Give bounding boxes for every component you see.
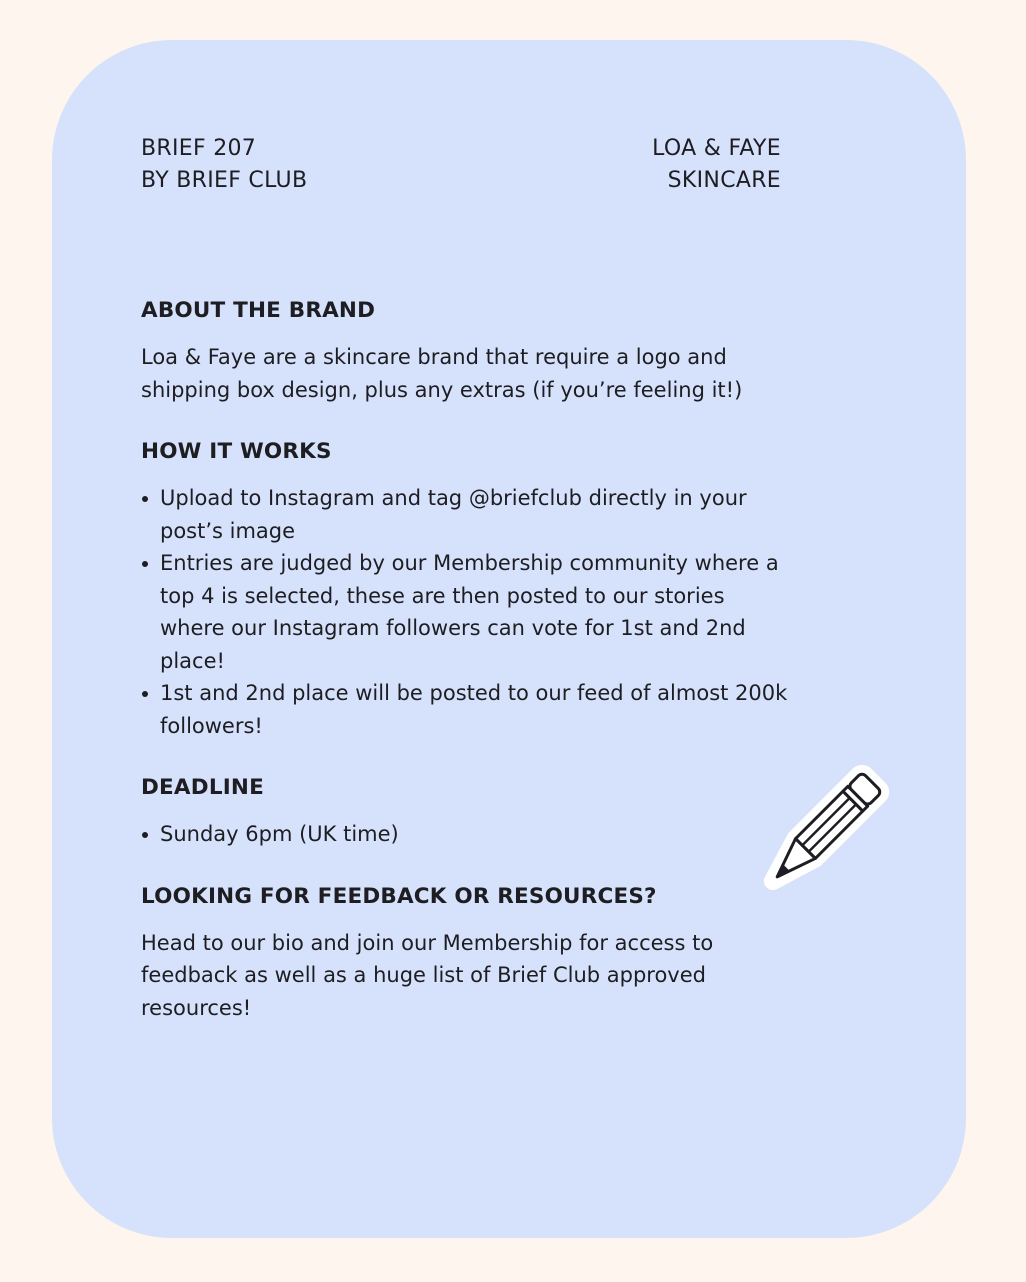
client-category: SKINCARE bbox=[667, 168, 781, 193]
brief-number: BRIEF 207 bbox=[141, 136, 257, 161]
deadline-section bbox=[141, 774, 791, 851]
how-list bbox=[141, 482, 791, 742]
how-item-upload: Upload to Instagram and tag @briefclub directly in your post’s image bbox=[141, 482, 791, 547]
how-item-feed: 1st and 2nd place will be posted to our feed of almost 200k followers! bbox=[141, 677, 791, 742]
feedback-section bbox=[141, 883, 791, 1025]
how-section bbox=[141, 438, 791, 742]
brief-content bbox=[141, 297, 791, 1056]
brief-number-block bbox=[141, 133, 307, 197]
feedback-title: LOOKING FOR FEEDBACK OR RESOURCES? bbox=[141, 883, 657, 909]
pencil-icon bbox=[748, 760, 894, 906]
about-text: Loa & Faye are a skincare brand that require a logo and shipping box design, plus any extras (if you’re feeling it!) bbox=[141, 345, 743, 402]
deadline-list bbox=[141, 818, 791, 851]
client-name: LOA & FAYE bbox=[652, 136, 781, 161]
feedback-text: Head to our bio and join our Membership for access to feedback as well as a huge list of Brief Club approved resources! bbox=[141, 930, 714, 1020]
brief-author: BY BRIEF CLUB bbox=[141, 168, 308, 193]
client-name-block bbox=[652, 133, 781, 197]
about-title: ABOUT THE BRAND bbox=[141, 298, 376, 323]
deadline-item: Sunday 6pm (UK time) bbox=[141, 818, 791, 851]
about-section bbox=[141, 297, 791, 406]
deadline-title: DEADLINE bbox=[141, 775, 264, 800]
how-title: HOW IT WORKS bbox=[141, 439, 332, 464]
how-item-judging: Entries are judged by our Membership community where a top 4 is selected, these are then posted to our stories where our Instagram followers can vote for 1st and 2nd place! bbox=[141, 547, 791, 677]
